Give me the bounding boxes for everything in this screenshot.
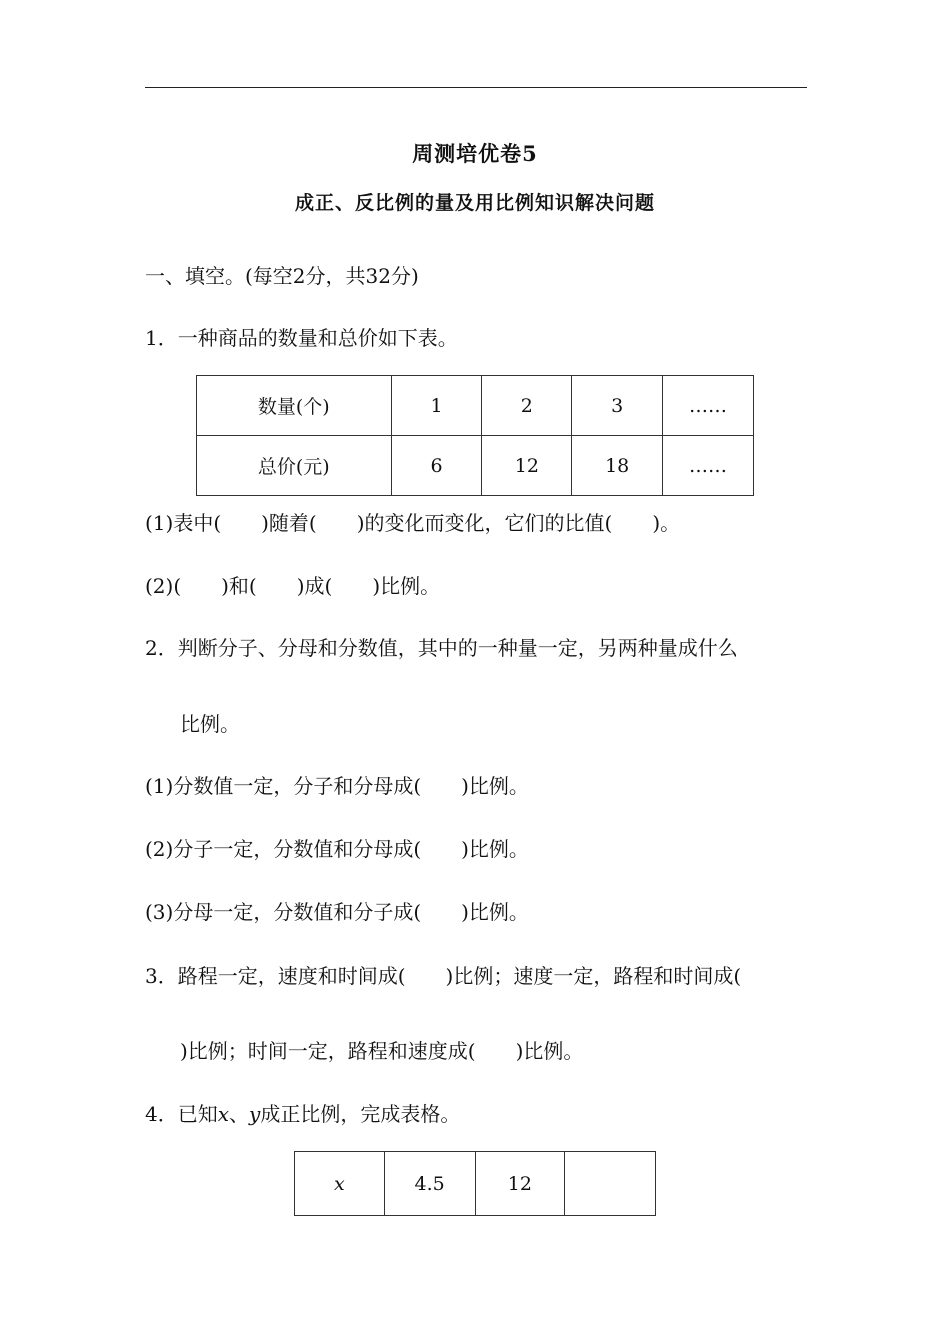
question-2-stem-line-1: 2．判断分子、分母和分数值，其中的一种量一定，另两种量成什么 <box>145 636 738 660</box>
table-cell: 12 <box>482 436 572 496</box>
question-4-sep: 、 <box>229 1102 250 1126</box>
question-3-line-2: )比例；时间一定，路程和速度成( )比例。 <box>180 1039 584 1063</box>
question-4-table <box>294 1151 656 1216</box>
question-3-line-1: 3．路程一定，速度和时间成( )比例；速度一定，路程和时间成( <box>145 964 742 988</box>
question-4-prefix: 4．已知 <box>145 1102 218 1126</box>
table-cell: 总价(元) <box>197 436 392 496</box>
table-cell: 3 <box>572 376 663 436</box>
question-4-stem <box>145 1101 460 1127</box>
variable-x: x <box>217 1102 230 1126</box>
question-2-stem-line-2: 比例。 <box>180 712 240 736</box>
table-row <box>197 436 754 496</box>
table-cell: 2 <box>482 376 572 436</box>
page-title: 周测培优卷5 <box>412 141 538 166</box>
table-cell: …… <box>663 436 754 496</box>
table-cell: 12 <box>475 1152 565 1216</box>
table-answer-cell[interactable] <box>565 1152 656 1216</box>
question-2-part-2: (2)分子一定，分数值和分母成( )比例。 <box>145 837 529 861</box>
table-cell: 1 <box>391 376 482 436</box>
header-rule <box>145 87 807 88</box>
question-1-stem: 1．一种商品的数量和总价如下表。 <box>145 326 458 350</box>
table-row <box>197 376 754 436</box>
table-cell: 数量(个) <box>197 376 392 436</box>
question-1-part-2: (2)( )和( )成( )比例。 <box>145 574 441 598</box>
question-2-part-1: (1)分数值一定，分子和分母成( )比例。 <box>145 774 529 798</box>
table-cell: …… <box>663 376 754 436</box>
question-4-suffix: 成正比例，完成表格。 <box>260 1102 461 1126</box>
table-cell: 6 <box>391 436 482 496</box>
section-heading: 一、填空。(每空2分，共32分) <box>145 264 419 288</box>
variable-y: y <box>249 1102 261 1126</box>
question-2-part-3: (3)分母一定，分数值和分子成( )比例。 <box>145 900 529 924</box>
page-subtitle: 成正、反比例的量及用比例知识解决问题 <box>294 192 655 214</box>
table-cell: 4.5 <box>384 1152 475 1216</box>
table-row <box>295 1152 656 1216</box>
question-1-part-1: (1)表中( )随着( )的变化而变化，它们的比值( )。 <box>145 511 681 535</box>
question-1-table <box>196 375 754 496</box>
table-cell: 18 <box>572 436 663 496</box>
table-header-cell: x <box>295 1152 385 1216</box>
